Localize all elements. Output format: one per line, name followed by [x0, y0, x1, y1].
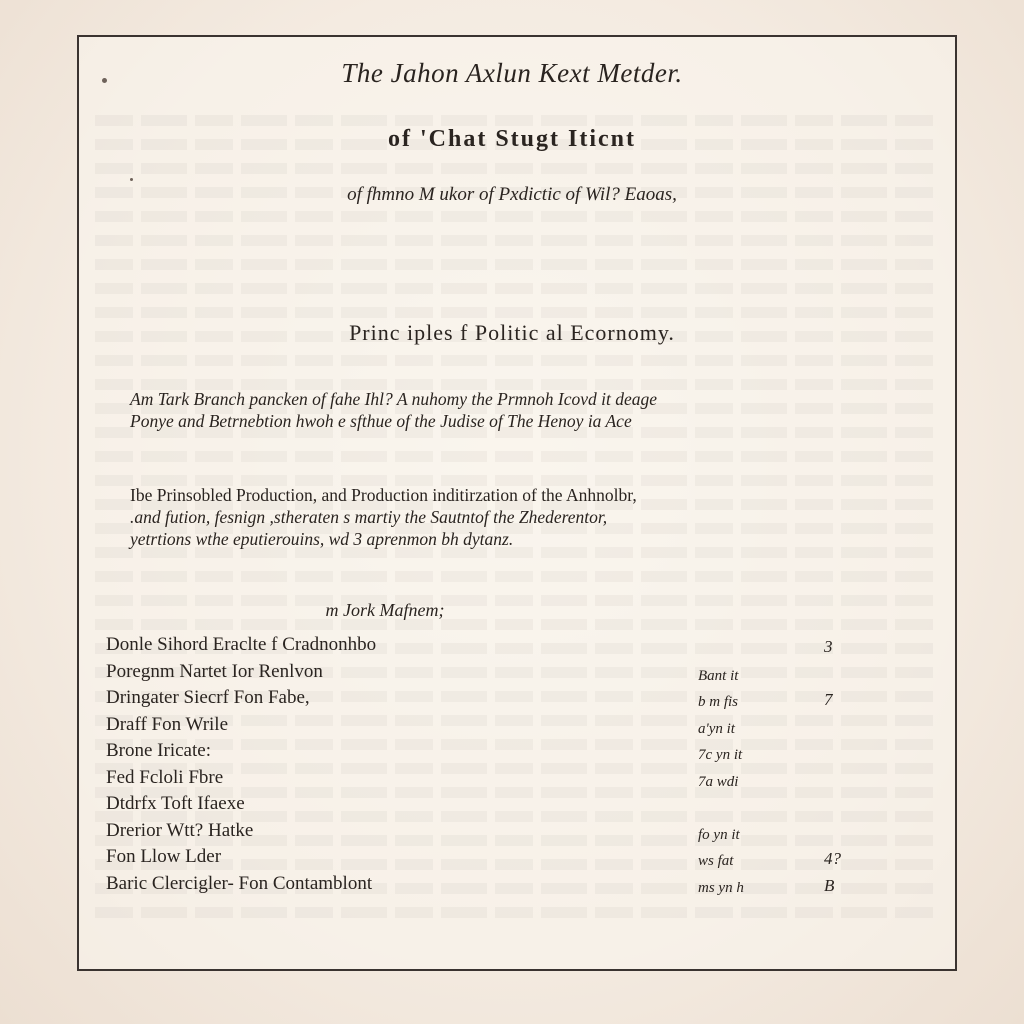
- toc-label: Fon Llow Lder: [106, 846, 222, 867]
- toc-label: Baric Clercigler- Fon Contamblont: [106, 872, 373, 894]
- paragraph-1: [130, 388, 760, 432]
- ink-speck: [130, 178, 133, 181]
- toc-label: Draff Fon Wrile: [106, 713, 229, 735]
- toc-row: [106, 738, 846, 765]
- toc-page-number: 4?: [824, 849, 841, 868]
- toc-page-number: 3: [824, 637, 833, 656]
- section-heading: Princ iples f Politic al Ecornomy.: [349, 320, 675, 345]
- toc-label: Brone Iricate:: [106, 740, 211, 761]
- paragraph-line: Ibe Prinsobled Production, and Production inditirzation of the Anhnolbr,: [130, 485, 637, 505]
- paragraph-line: Ponye and Betrnebtion hwoh e sfthue of the Judise of The Henoy ia Ace: [130, 411, 632, 431]
- toc-page-number: 7: [824, 690, 833, 709]
- toc-row: [106, 632, 846, 659]
- table-of-contents: [106, 632, 846, 897]
- toc-ref: Bant it: [698, 667, 739, 684]
- page-subtitle: of 'Chat Stugt Iticnt: [387, 126, 636, 152]
- toc-label: Dringater Siecrf Fon Fabe,: [106, 687, 310, 708]
- toc-label: Dtdrfx Toft Ifaexe: [106, 793, 245, 814]
- toc-ref: ws fat: [698, 853, 734, 869]
- toc-row: [106, 844, 846, 871]
- toc-label: Donle Sihord Eraclte f Cradnonhbo: [106, 634, 377, 655]
- page-title: The Jahon Axlun Kext Metder.: [341, 58, 683, 88]
- toc-row: [106, 712, 846, 739]
- toc-ref: 7a wdi: [698, 773, 739, 790]
- toc-row: [106, 659, 846, 686]
- toc-ref: fo yn it: [698, 826, 740, 843]
- toc-ref: ms yn h: [698, 879, 744, 896]
- toc-label: Drerior Wtt? Hatke: [106, 819, 254, 841]
- paragraph-2: [130, 484, 760, 550]
- paragraph-line: yetrtions wthe eputierouins, wd 3 aprenmon bh dytanz.: [130, 529, 514, 549]
- toc-row: [106, 791, 846, 818]
- toc-ref: b m fis: [698, 694, 739, 710]
- toc-ref: 7c yn it: [698, 747, 743, 763]
- toc-row: [106, 765, 846, 792]
- paragraph-line: Am Tark Branch pancken of fahe Ihl? A nuhomy the Prmnoh Icovd it deage: [130, 389, 658, 409]
- toc-title: m Jork Mafnem;: [325, 600, 445, 620]
- toc-row: [106, 685, 846, 712]
- toc-row: [106, 871, 846, 898]
- toc-row: [106, 818, 846, 845]
- page-tagline: of fhmno M ukor of Pxdictic of Wil? Eaoas,: [347, 184, 677, 205]
- toc-page-number: B: [824, 875, 835, 895]
- toc-label: Poregnm Nartet Ior Renlvon: [106, 660, 323, 682]
- toc-label: Fed Fcloli Fbre: [106, 766, 224, 788]
- toc-ref: a'yn it: [698, 720, 735, 737]
- paragraph-line: .and fution, fesnign ,stheraten s martiy the Sautntof the Zhederentor,: [130, 507, 608, 527]
